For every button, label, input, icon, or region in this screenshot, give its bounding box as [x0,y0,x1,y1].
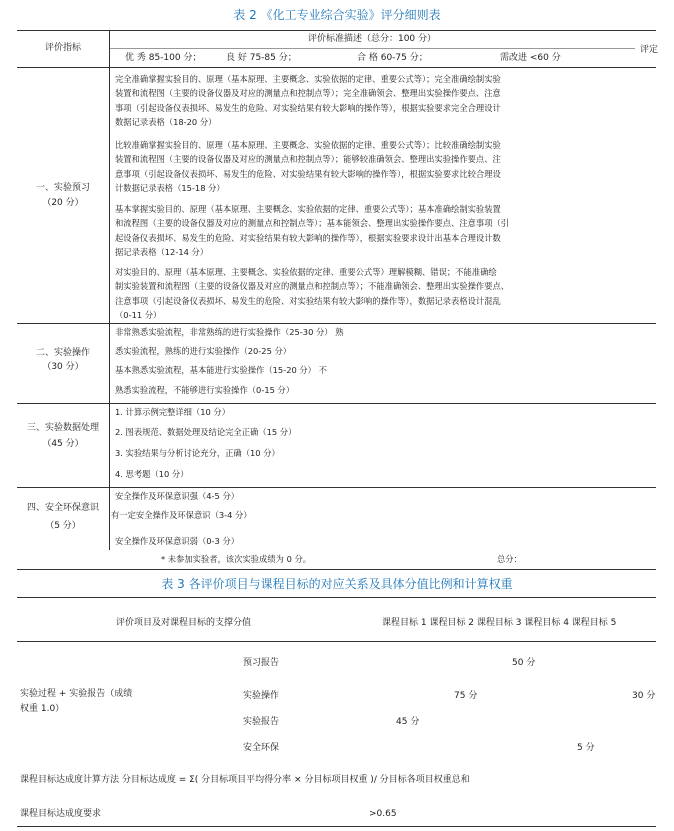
table2-header-mid-rule [109,48,635,49]
row-data-line1: 1. 计算示例完整详细（10 分） [115,407,231,417]
row-operation-divider [109,323,110,403]
col-header-standard: 评价标准描述（总分：100 分） [307,34,437,44]
row-operation-line4: 熟悉实验流程，不能够进行实验操作（0-15 分） [115,385,295,395]
item-name-preview: 预习报告 [243,658,280,668]
item-value-operation-2: 30 分 [632,691,656,701]
row-rule-2 [17,403,656,404]
row-operation-line3: 基本熟悉实验流程，基本能进行实验操作（15-20 分） 不 [115,365,327,375]
table3-group-label-line1: 实验过程 + 实验报告（成绩 [20,689,133,699]
row-safety-score: （5 分） [45,521,81,531]
table3-top-rule [17,597,656,598]
row-safety-line3: 安全操作及环保意识弱（0-3 分） [115,536,240,546]
item-value-operation: 75 分 [454,691,478,701]
table3-requirement-label: 课程目标达成度要求 [20,809,102,819]
item-value-safety: 5 分 [577,743,595,753]
table3-formula: 课程目标达成度计算方法 分目标达成度 = Σ( 分目标项目平均得分率 × 分目标项目权重 )/ 分目标各项目权重总和 [20,775,470,785]
row-data-line4: 4. 思考题（10 分） [115,469,189,479]
row-preview-score: （20 分） [42,198,84,208]
item-value-report: 45 分 [396,717,420,727]
grade-good: 良 好 75-85 分； [226,53,297,63]
row-rule-3 [17,487,656,488]
row-operation-score: （30 分） [42,362,84,372]
row-data-label: 三、实验数据处理 [26,423,99,433]
grade-improve: 需改进 <60 分 [500,53,561,63]
row-preview-standard-improve: 对实验目的、原理（基本原理、主要概念、实验依据的定律、重要公式等）理解模糊、错误；不能准确绘 制实验装置和流程图（主要的设备仪器及对应的测量点和控制点等）；不能准确领会、整理出实验操作要点、 注意事项（引起设备仪表损坏、易发生的危险、对实验结果有较大影响的操作等），数据记录表格设计混乱 （0-11 分） [115,267,510,320]
row-data-line2: 2. 图表规范、数据处理及结论完全正确（15 分） [115,427,297,437]
row-operation-line1: 非常熟悉实验流程，非常熟练的进行实验操作（25-30 分） 熟 [115,327,344,337]
row-safety-label: 四、安全环保意识 [26,503,99,513]
table2-header-rule [17,67,656,68]
table3-bottom-rule [17,826,656,827]
item-value-preview: 50 分 [512,658,536,668]
row-preview-divider [109,67,110,323]
row-safety-divider [109,487,110,550]
table3-requirement-value: >0.65 [369,809,397,819]
row-preview-standard-pass: 基本掌握实验目的、原理（基本原理、主要概念、实验依据的定律、重要公式等）；基本准确绘制实验装置 和流程图（主要的设备仪器及对应的测量点和控制点等）；基本能领会、整理出实验操作要点、注意事项（引 起设备仪表损坏、易发生的危险、对实验结果有较大影响的操作等），根据实验要求设计出基本合理设计数 据记录表格（12-14 分） [115,204,510,257]
table3-group-label-line2: 权重 1.0） [20,704,65,714]
table2-total-label: 总分： [497,554,522,564]
row-safety-line1: 安全操作及环保意识强（4-5 分） [115,491,240,501]
row-preview-standard-good: 比较准确掌握实验目的、原理（基本原理、主要概念、实验依据的定律、重要公式等）；比较准确绘制实验 装置和流程图（主要的设备仪器及对应的测量点和控制点等）；能够较准确领会、整理出实验操作要点、注 意事项（引起设备仪表损坏、易发生的危险、对实验结果有较大影响的操作等），根据实验要求比较合理设 计数据记录表格（15-18 分） [115,140,501,193]
table2-title: 表 2 《化工专业综合实验》评分细则表 [233,8,441,22]
item-name-safety: 安全环保 [243,743,280,753]
row-operation-label: 二、实验操作 [35,348,90,358]
row-data-divider [109,403,110,487]
table2-bottom-rule [17,569,656,570]
col-header-eval: 评定 [640,45,659,55]
table2-footnote: * 未参加实验者，该次实验成绩为 0 分。 [161,554,312,564]
row-operation-line2: 悉实验流程，熟练的进行实验操作（20-25 分） [115,346,292,356]
row-data-line3: 3. 实验结果与分析讨论充分，正确（10 分） [115,448,280,458]
table3-header-rule [17,641,656,642]
row-safety-line2: 有一定安全操作及环保意识（3-4 分） [111,510,252,520]
grade-pass: 合 格 60-75 分； [357,53,428,63]
row-data-score: （45 分） [42,439,84,449]
table3-title: 表 3 各评价项目与课程目标的对应关系及具体分值比例和计算权重 [161,577,513,591]
table2-top-rule [17,30,656,31]
item-name-operation: 实验操作 [243,691,280,701]
table3-header-left: 评价项目及对课程目标的支撑分值 [116,618,252,628]
row-preview-standard-excellent: 完全准确掌握实验目的、原理（基本原理、主要概念、实验依据的定律、重要公式等）；完全准确绘制实验 装置和流程图（主要的设备仪器及对应的测量点和控制点等）；完全准确领会、整理出实验操作要点、注意 事项（引起设备仪表损坏、易发生的危险、对实验结果有较大影响的操作等），根据实验要求完全合理设计 数据记录表格（18-20 分） [115,74,501,127]
grade-excellent: 优 秀 85-100 分； [125,53,202,63]
row-preview-label: 一、实验预习 [35,183,90,193]
table3-header-right: 课程目标 1 课程目标 2 课程目标 3 课程目标 4 课程目标 5 [382,618,617,628]
item-name-report: 实验报告 [243,717,280,727]
col-header-item: 评价指标 [44,43,81,53]
row-rule-1 [17,323,656,324]
